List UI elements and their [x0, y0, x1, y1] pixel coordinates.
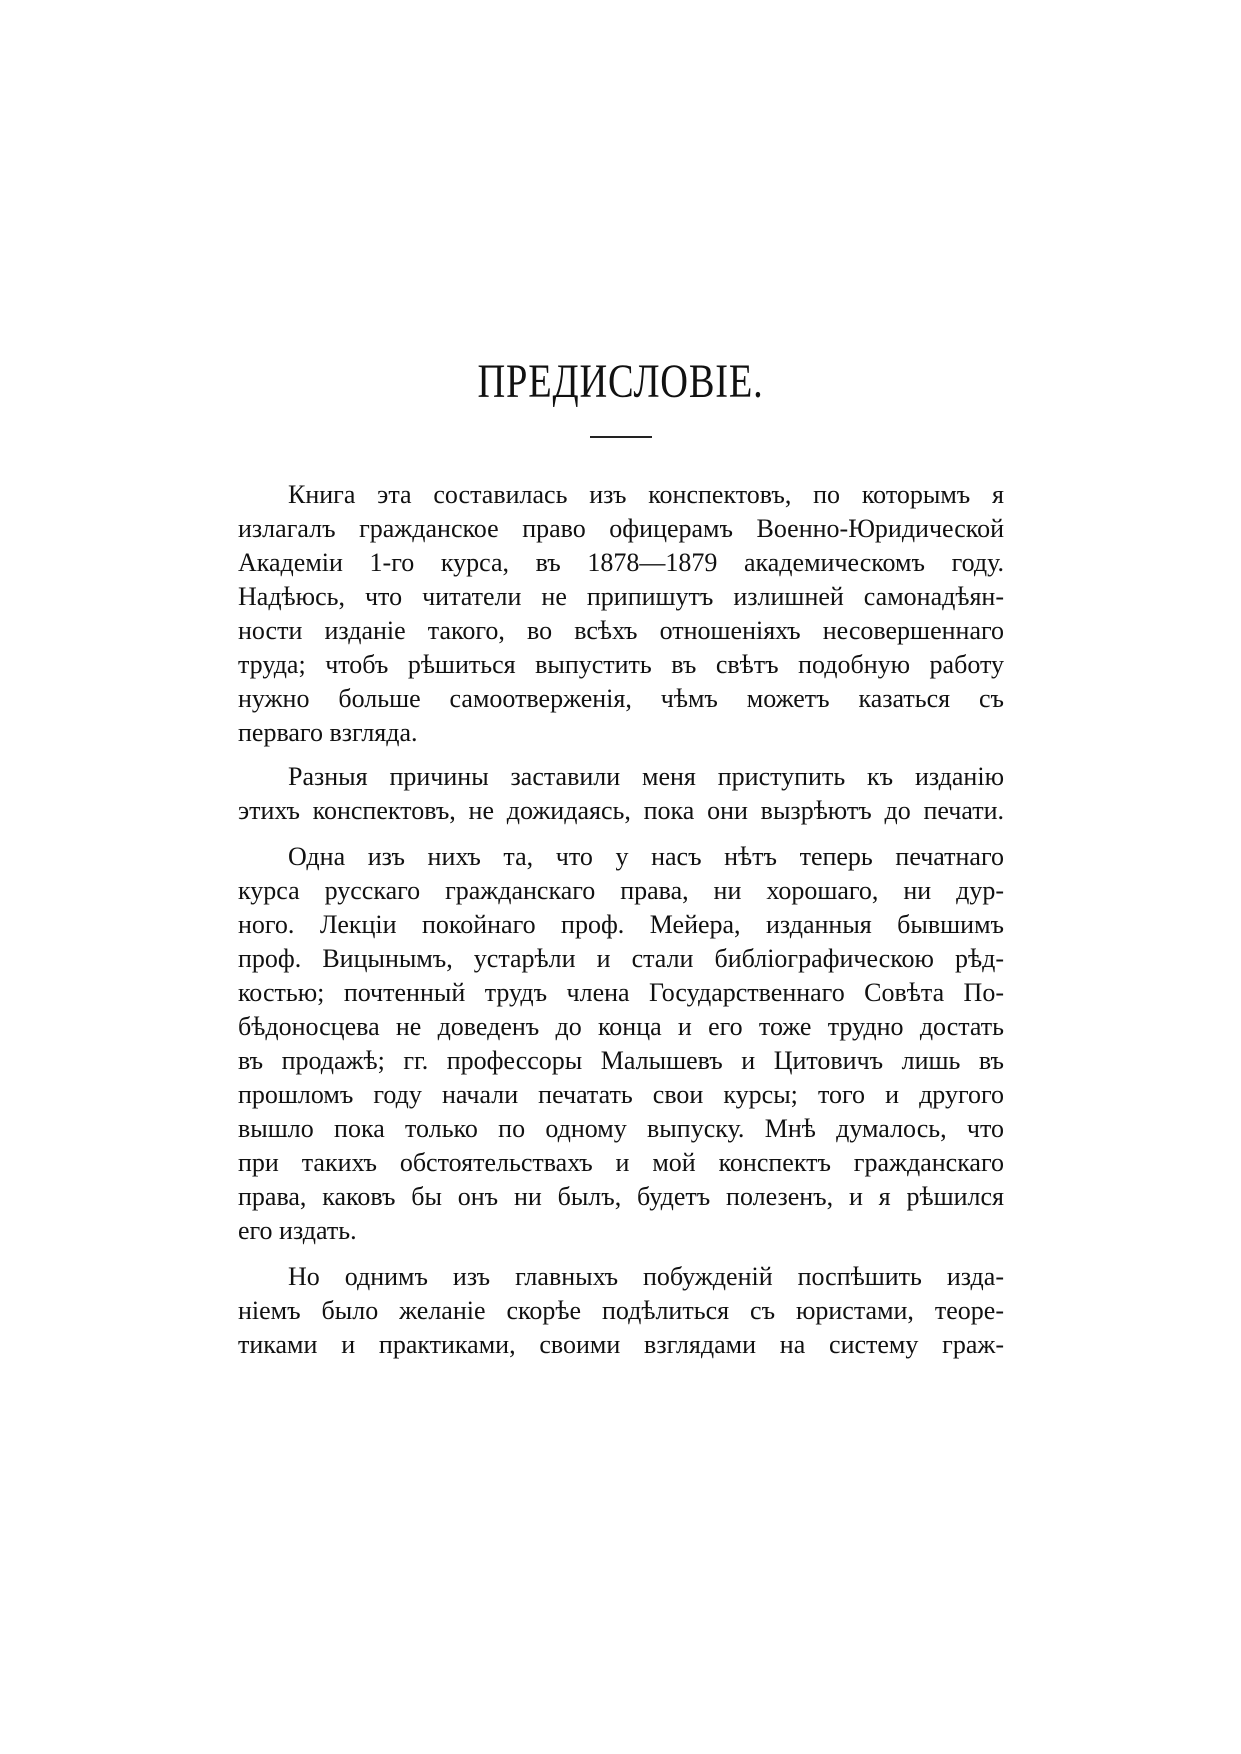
text-line: Книга эта составилась изъ конспектовъ, по которымъ я	[288, 480, 1004, 509]
text-line: излагалъ гражданское право офицерамъ Военно-Юридической	[238, 514, 1004, 543]
text-line: Академіи 1-го курса, въ 1878—1879 академическомъ году.	[238, 548, 1004, 577]
text-line: перваго взгляда.	[238, 718, 418, 747]
text-line: этихъ конспектовъ, не дожидаясь, пока они вызрѣютъ до печати.	[238, 796, 1004, 825]
text-line: Одна изъ нихъ та, что у насъ нѣтъ теперь печатнаго	[288, 842, 1004, 871]
text-line: вышло пока только по одному выпуску. Мнѣ думалось, что	[238, 1114, 1004, 1143]
text-line: костью; почтенный трудъ члена Государственнаго Совѣта По-	[238, 978, 1004, 1007]
text-line: Разныя причины заставили меня приступить къ изданію	[288, 762, 1004, 791]
page-title: ПРЕДИСЛОВІЕ.	[477, 355, 764, 408]
text-line: права, каковъ бы онъ ни былъ, будетъ полезенъ, и я рѣшился	[238, 1182, 1004, 1211]
text-line: проф. Вицынымъ, устарѣли и стали библіографическою рѣд-	[238, 944, 1004, 973]
text-line: ніемъ было желаніе скорѣе подѣлиться съ юристами, теоре-	[238, 1296, 1004, 1325]
text-line: Но однимъ изъ главныхъ побужденій поспѣшить изда-	[288, 1262, 1004, 1291]
text-line: бѣдоносцева не доведенъ до конца и его тоже трудно достать	[238, 1012, 1004, 1041]
text-line: труда; чтобъ рѣшиться выпустить въ свѣтъ подобную работу	[238, 650, 1004, 679]
title-rule	[590, 436, 652, 438]
text-line: его издать.	[238, 1216, 357, 1245]
text-line: Надѣюсь, что читатели не припишутъ излишней самонадѣян-	[238, 582, 1004, 611]
text-line: прошломъ году начали печатать свои курсы; того и другого	[238, 1080, 1004, 1109]
text-line: ного. Лекціи покойнаго проф. Мейера, изданныя бывшимъ	[238, 910, 1004, 939]
text-line: при такихъ обстоятельствахъ и мой конспектъ гражданскаго	[238, 1148, 1004, 1177]
text-line: въ продажѣ; гг. профессоры Малышевъ и Цитовичъ лишь въ	[238, 1046, 1004, 1075]
text-line: тиками и практиками, своими взглядами на систему граж-	[238, 1330, 1004, 1359]
text-line: ности изданіе такого, во всѣхъ отношеніяхъ несовершеннаго	[238, 616, 1004, 645]
text-line: нужно больше самоотверженія, чѣмъ можетъ казаться съ	[238, 684, 1004, 713]
text-line: курса русскаго гражданскаго права, ни хорошаго, ни дур-	[238, 876, 1004, 905]
